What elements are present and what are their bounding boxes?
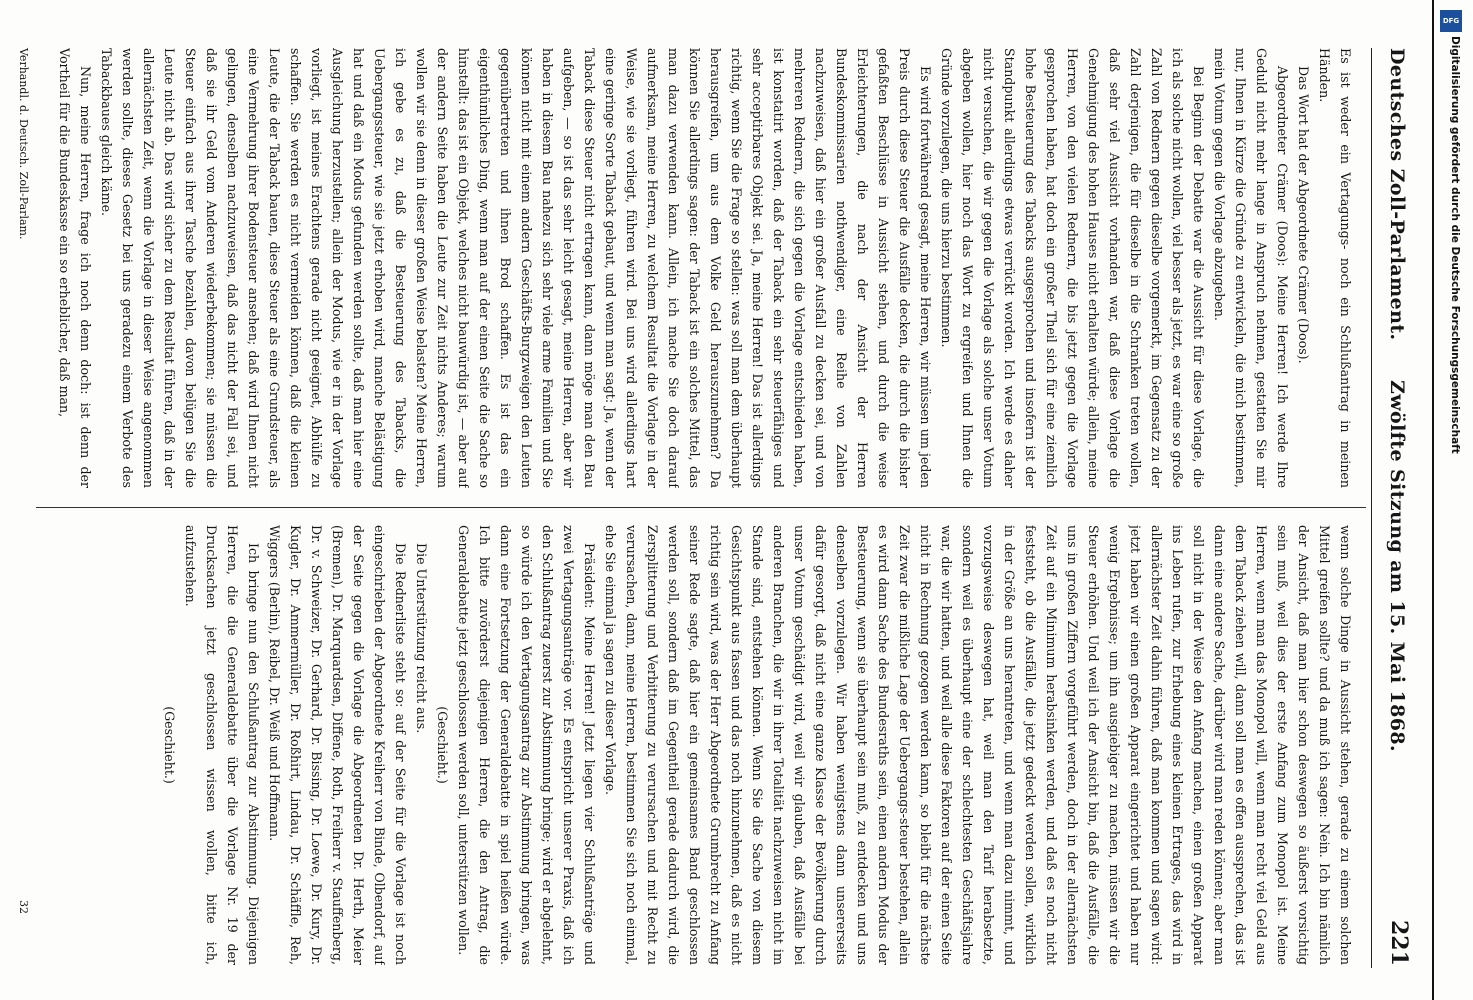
digitization-note	[1447, 36, 1461, 976]
page-number: 221	[1386, 920, 1412, 966]
header-rule	[1371, 48, 1372, 968]
paragraph: Bei Beginn der Debatte war die Aussicht für diese Vorlage, die ich als solche nicht wollen, viel besser als jetzt, es war eine so große Zahl von Rednern gegen dieselbe vorgemerkt, im Gegensatz zu der Zahl derjenigen, die für dieselbe in die Schranken treten wollen, daß sehr viel Aussicht vorhanden war, daß diese Vorlage die Genehmigung des hohen Hauses nicht erhalten würde; allein, meine Herren, von den vielen Rednern, die bis jetzt gegen die Vorlage gesprochen haben, hat doch ein großer Theil sich für eine ziemlich hohe Besteuerung des Tabacks ausgesprochen und insofern ist der Standpunkt allerdings etwas verrückt worden. Ich werde es daher nicht versuchen, die wir gegen die Vorlage als solche unser Votum abgeben wollen, hier noch das Wort zu ergreifen und Ihnen die Gründe vorzulegen, die uns hierzu bestimmen.	[939, 48, 1206, 488]
running-header	[1370, 20, 1440, 980]
paragraph: Präsident: Meine Herren! Jetzt liegen vier Schlußanträge und zwei Vertagungsanträge vor. Es entspricht unserer Praxis, daß ich den Schlußantrag zuerst zur Abstimmung bringe; wird er abgelehnt, so würde ich den Vertagungsantrag zur Abstimmung bringen, was dann eine Fortsetzung der Generaldebatte in spiel heißen würde. Ich bitte zuvörderst diejenigen Herren, die den Antrag, die Generaldebatte jetzt geschlossen werden soll, unterstützen wollen.	[456, 525, 597, 965]
paragraph: wenn solche Dinge in Aussicht stehen, gerade zu einem solchen Mittel greifen sollte? und da muß ich sagen: Nein. Ich bin nämlich der Ansicht, daß man hier schon deswegen so äußerst vorsichtig sein muß, weil dies der erste Anfang zum Monopol ist. Meine Herren, wenn man das Monopol will, wenn man recht viel Geld aus dem Taback ziehen will, dann soll man es offen aussprechen, das ist dann eine andere Sache, darüber wird man reden können; aber man soll nicht in der Weise den Anfang machen, einen großen Apparat ins Leben rufen, zur Erhebung eines kleinen Ertrages, das wird in allernächster Zeit dahin führen, daß man kommen und sagen wird: jetzt haben wir einen großen Apparat eingerichtet und haben nur wenig Ergebnisse; um ihn ausgiebiger zu machen, müssen wir die Steuer erhöhen. Und weil ich der Ansicht bin, daß die Ausfälle, die uns in großen Ziffern vorgeführt werden, doch in der allernächsten Zeit auf ein Minimum herabsinken werden, und daß es noch nicht feststeht, ob die Ausfälle, die jetzt gedeckt werden sollen, wirklich in der Größe an uns herantreten, und wenn man dazu nimmt, und vorzugsweise deswegen hat, weil man den Tarif herabsetzte, sondern weil es überhaupt eine der schlechtesten Geschäftsjahre war, die wir hatten, und weil alle diese Faktoren auf der einen Seite nicht in Rechnung gezogen werden kann, so bleibt für die nächste Zeit zwar die mißliche Lage der Uebergangs-steuer bestehen, allein es wird dann Sache des Bundesraths sein, einen andern Modus der Besteuerung, wenn sie überhaupt sein muß, zu entdecken und uns denselben vorzulegen. Wir haben wenigstens dann unsererseits dafür gesorgt, daß nicht eine ganze Klasse der Bevölkerung durch unser Votum geschädigt wird, weil wir glauben, daß Ausfälle bei anderen Branchen, die wir in ihrer Totalität nachzuweisen nicht im Stande sind, entstehen können. Wenn Sie die Sache von diesem Gesichtspunkt aus fassen und das noch hinzunehmen, daß es nicht richtig sein wird, was der Herr Abgeordnete Grumbrecht zu Anfang seiner Rede sagte, daß hier ein gemeinsames Band geschlossen werden soll, sondern daß im Gegentheil gerade dadurch wird, die Zersplitterung und Verbitterung zu verursachen und mit Recht zu verursachen, dann, meine Herren, bestimmen Sie sich noch einmal, ehe Sie einmal ja sagen zu dieser Vorlage.	[603, 525, 1353, 965]
paragraph: Das Wort hat der Abgeordnete Crämer (Doos).	[1296, 66, 1311, 364]
left-column	[36, 48, 1356, 488]
paragraph: Ich bringe nun den Schlußantrag zur Abstimmung. Diejenigen Herren, die die Generaldebatte über die Vorlage Nr. 19 der Drucksachen jetzt geschlossen wissen wollen, bitte ich, aufzustehen.	[183, 525, 261, 965]
column-divider	[36, 507, 1366, 508]
paragraph: Es wird fortwährend gesagt, meine Herren, wir müssen um jeden Preis durch diese Steuer die Ausfälle decken, die durch die bisher gefaßten Beschlüsse in Aussicht stehen, und durch die weise Erleichterungen, die nach der Ansicht der Herren Bundeskommissarien nothwendiger, eine Reihe von Zahlen nachzuweisen, daß hier ein großer Ausfall zu decken sei, und von mehreren Rednern, die sich gegen die Vorlage entschieden haben, ist konstatirt worden, daß der Taback ein sehr steuerfähiges und sehr acceptirbares Objekt sei. Ja, meine Herren! Das ist allerdings richtig, wenn Sie die Frage so stellen: was soll man dem überhaupt herausgreifen, um aus dem Volke Geld herauszunehmen? Da können Sie allerdings sagen: der Taback ist ein solches Mittel, das man dazu verwenden kann. Allein, ich mache Sie doch darauf aufmerksam, meine Herren, zu welchem Resultat die Vorlage in der Weise, wie sie vorliegt, führen wird. Bei uns wird allerdings hart eine geringe Sorte Taback gebaut, und wenn man sagt: Ja, wenn der Taback diese Steuer nicht ertragen kann, dann möge man den Bau aufgeben, — so ist das sehr leicht gesagt, meine Herren, aber wir haben in diesem Bau nahezu sich sehr viele arme Familien und Sie können nicht mit einem andern Geschäfts-Burgzweigen den Leuten gegenübertreten und ihnen Brod schaffen. Es ist das ein eigenthümliches Ding, wenn man auf der einen Seite die Sache so hinstellt: das ist ein Objekt, welches nicht bauwürdig ist, — aber auf der andern Seite haben die Leute zur Zeit nichts Anderes; warum wollen wir sie denn in dieser großen Weise belasten? Meine Herren, ich gebe es zu, daß die Besteuerung des Tabacks, die Uebergangssteuer, wie sie jetzt erhoben wird, manche Belästigung hat und daß ein Modus gefunden werden sollte, daß man hier eine Ausgleichung herzustellen; allein der Modus, wie er in der Vorlage vorliegt, ist meines Erachtens gerade nicht geeignet, Abhülfe zu schaffen. Sie werden es nicht vermeiden können, daß die kleinen Leute, die der Taback bauen, diese Steuer als eine Grundsteuer, als eine Vermehrung ihrer Bodensteuer ansehen; daß wird Ihnen nicht gelingen, denselben nachzuweisen, daß das nicht der Fall sei, und daß sie ihr Geld vom Anderen wiederbekommen; sie müssen die Steuer einfach aus ihrer Tasche bezahlen, davon belügen Sie die Leute nicht ab. Das wird sicher zu dem Resultat führen, daß in der allernächsten Zeit, wenn die Vorlage in dieser Weise angenommen werden sollte, dieses Gesetz bei uns geradezu einem Verbote des Tabackbaues gleich käme.	[99, 48, 933, 488]
page-edge	[1432, 0, 1434, 1000]
paragraph: Nun, meine Herren, frage ich noch denn doch: ist denn der Vortheil für die Bundeskasse ein so erheblicher, daß man,	[57, 48, 93, 488]
sheet-number: 32	[17, 900, 30, 914]
paragraph: (Geschieht.)	[162, 706, 177, 784]
right-column	[36, 525, 1356, 965]
digitization-text: Digitalisierung gefördert durch die Deutsche Forschungsgemeinschaft	[1449, 36, 1461, 454]
dfg-logo: DFG	[1440, 10, 1462, 32]
session-title: Zwölfte Sitzung am 15. Mai 1868.	[1386, 380, 1408, 752]
rotated-document	[0, 20, 1440, 980]
journal-title: Deutsches Zoll-Parlament.	[1386, 48, 1408, 341]
paragraph: Abgeordneter Crämer (Doos): Meine Herren! Ich werde Ihre Geduld nicht mehr lange in Anspruch nehmen, gestatten Sie mir nur, Ihnen in Kürze die Gründe zu entwickeln, die mich bestimmen, mein Votum gegen die Vorlage abzugeben.	[1212, 48, 1290, 488]
paragraph: Die Rednerliste steht so: auf der Seite für die Vorlage ist noch eingeschrieben der Abgeordnete Kreiherr von Binde, Olbendorf, auf der Seite gegen die Vorlage die Abgeordneten Dr. Herth, Meier (Bremen), Dr. Marquardsen, Diffene, Roth, Freiherr v. Stauffenberg, Dr. v. Schweizer, Dr. Gerhard, Dr. Bissing, Dr. Loewe, Dr. Kury, Dr. Kugler, Dr. Ammermüller, Dr. Roßhirt, Lindau, Dr. Schäffle, Reh, Wiggers (Berlin), Reibel, Dr. Weiß und Hoffmann.	[267, 525, 408, 965]
footer-signature: Verhandl. d. Deutsch. Zoll-Parlam.	[17, 48, 30, 240]
paragraph: Die Unterstützung reicht aus.	[414, 543, 429, 734]
paragraph: (Geschieht.)	[435, 706, 450, 784]
paragraph: Es ist weder ein Vertagungs- noch ein Schlußantrag in meinen Händen.	[1317, 48, 1353, 488]
